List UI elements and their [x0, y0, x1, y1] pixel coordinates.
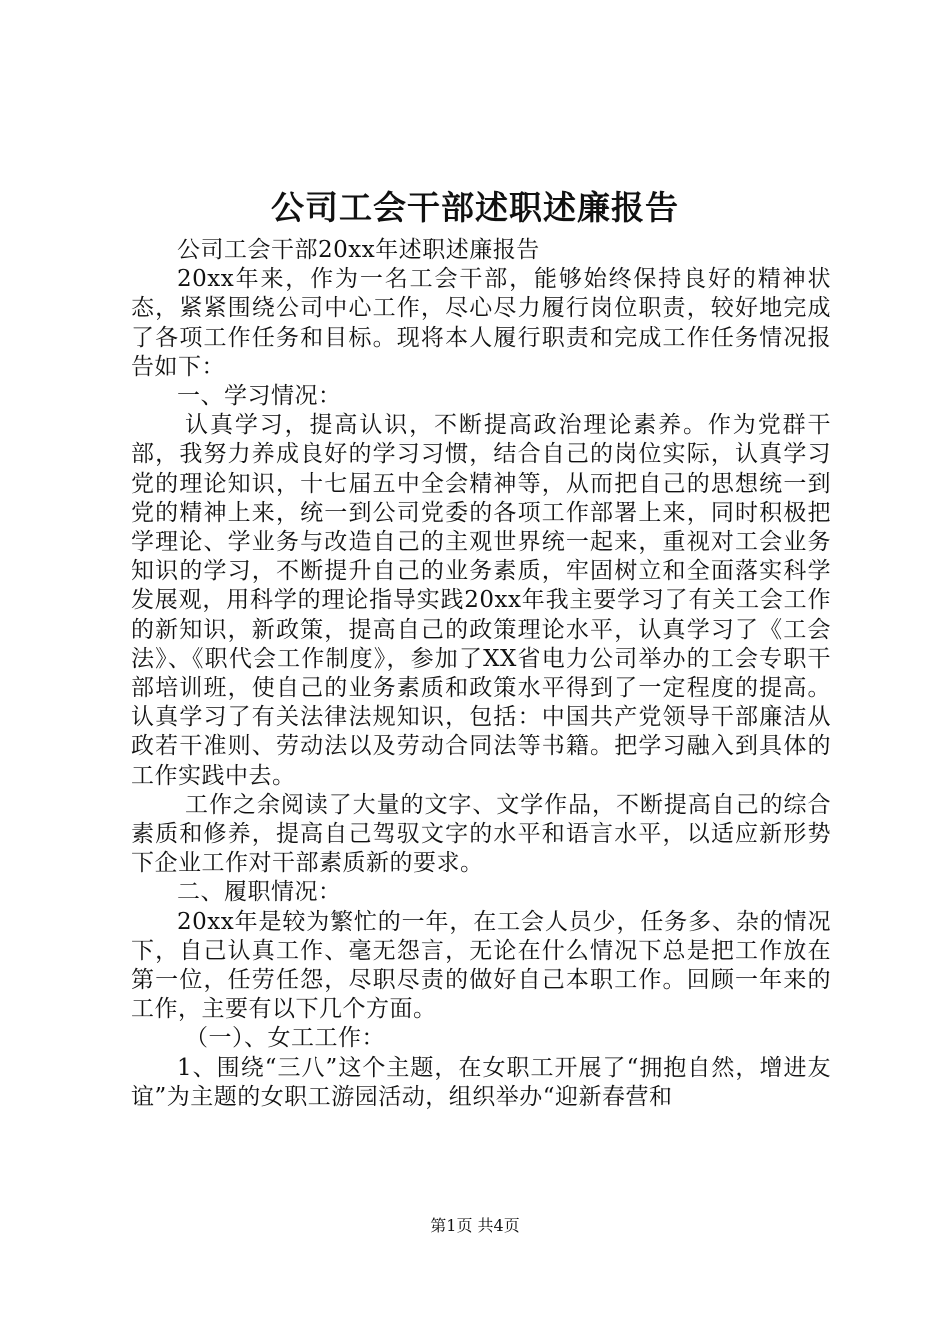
- document-title: 公司工会干部述职述廉报告: [271, 188, 679, 227]
- paragraph-study: 认真学习，提高认识，不断提高政治理论素养。作为党群干部，我努力养成良好的学习习惯，结合自己的岗位实际，认真学习党的理论知识，十七届五中全会精神等，从而把自己的思想统一到党的精神上来，统一到公司党委的各项工作部署上来，同时积极把学理论、学业务与改造自己的主观世界统一起来，重视对工会业务知识的学习，不断提升自己的业务素质，牢固树立和全面落实科学发展观，用科学的理论指导实践20xx年我主要学习了有关工会工作的新知识，新政策，提高自己的政策理论水平，认真学习了《工会法》、《职代会工作制度》，参加了XX省电力公司举办的工会专职干部培训班，使自己的业务素质和政策水平得到了一定程度的提高。认真学习了有关法律法规知识，包括：中国共产党领导干部廉洁从政若干准则、劳动法以及劳动合同法等书籍。把学习融入到具体的工作实践中去。: [131, 412, 831, 789]
- document-body: [131, 236, 831, 1112]
- paragraph-intro: 20xx年来，作为一名工会干部，能够始终保持良好的精神状态，紧紧围绕公司中心工作，尽心尽力履行岗位职责，较好地完成了各项工作任务和目标。现将本人履行职责和完成工作任务情况报告如下：: [131, 266, 831, 380]
- page-footer: 第1页 共4页: [430, 1216, 520, 1235]
- section-heading-study: 一、学习情况：: [177, 383, 342, 410]
- paragraph-reading: 工作之余阅读了大量的文字、文学作品，不断提高自己的综合素质和修养，提高自己驾驭文字的水平和语言水平，以适应新形势下企业工作对干部素质新的要求。: [131, 791, 831, 877]
- subsection-heading-women: （一）、女工工作：: [185, 1025, 386, 1052]
- paragraph-duty: 20xx年是较为繁忙的一年，在工会人员少，任务多、杂的情况下，自己认真工作、毫无怨言，无论在什么情况下总是把工作放在第一位，任劳任怨，尽职尽责的做好自己本职工作。回顾一年来的工作，主要有以下几个方面。: [131, 908, 831, 1023]
- paragraph-women-1: 1、围绕“三八”这个主题，在女职工开展了“拥抱自然，增进友谊”为主题的女职工游园活动，组织举办“迎新春营和: [131, 1054, 831, 1110]
- section-heading-duty: 二、履职情况：: [177, 879, 342, 906]
- paragraph-subtitle: 公司工会干部20xx年述职述廉报告: [177, 237, 540, 263]
